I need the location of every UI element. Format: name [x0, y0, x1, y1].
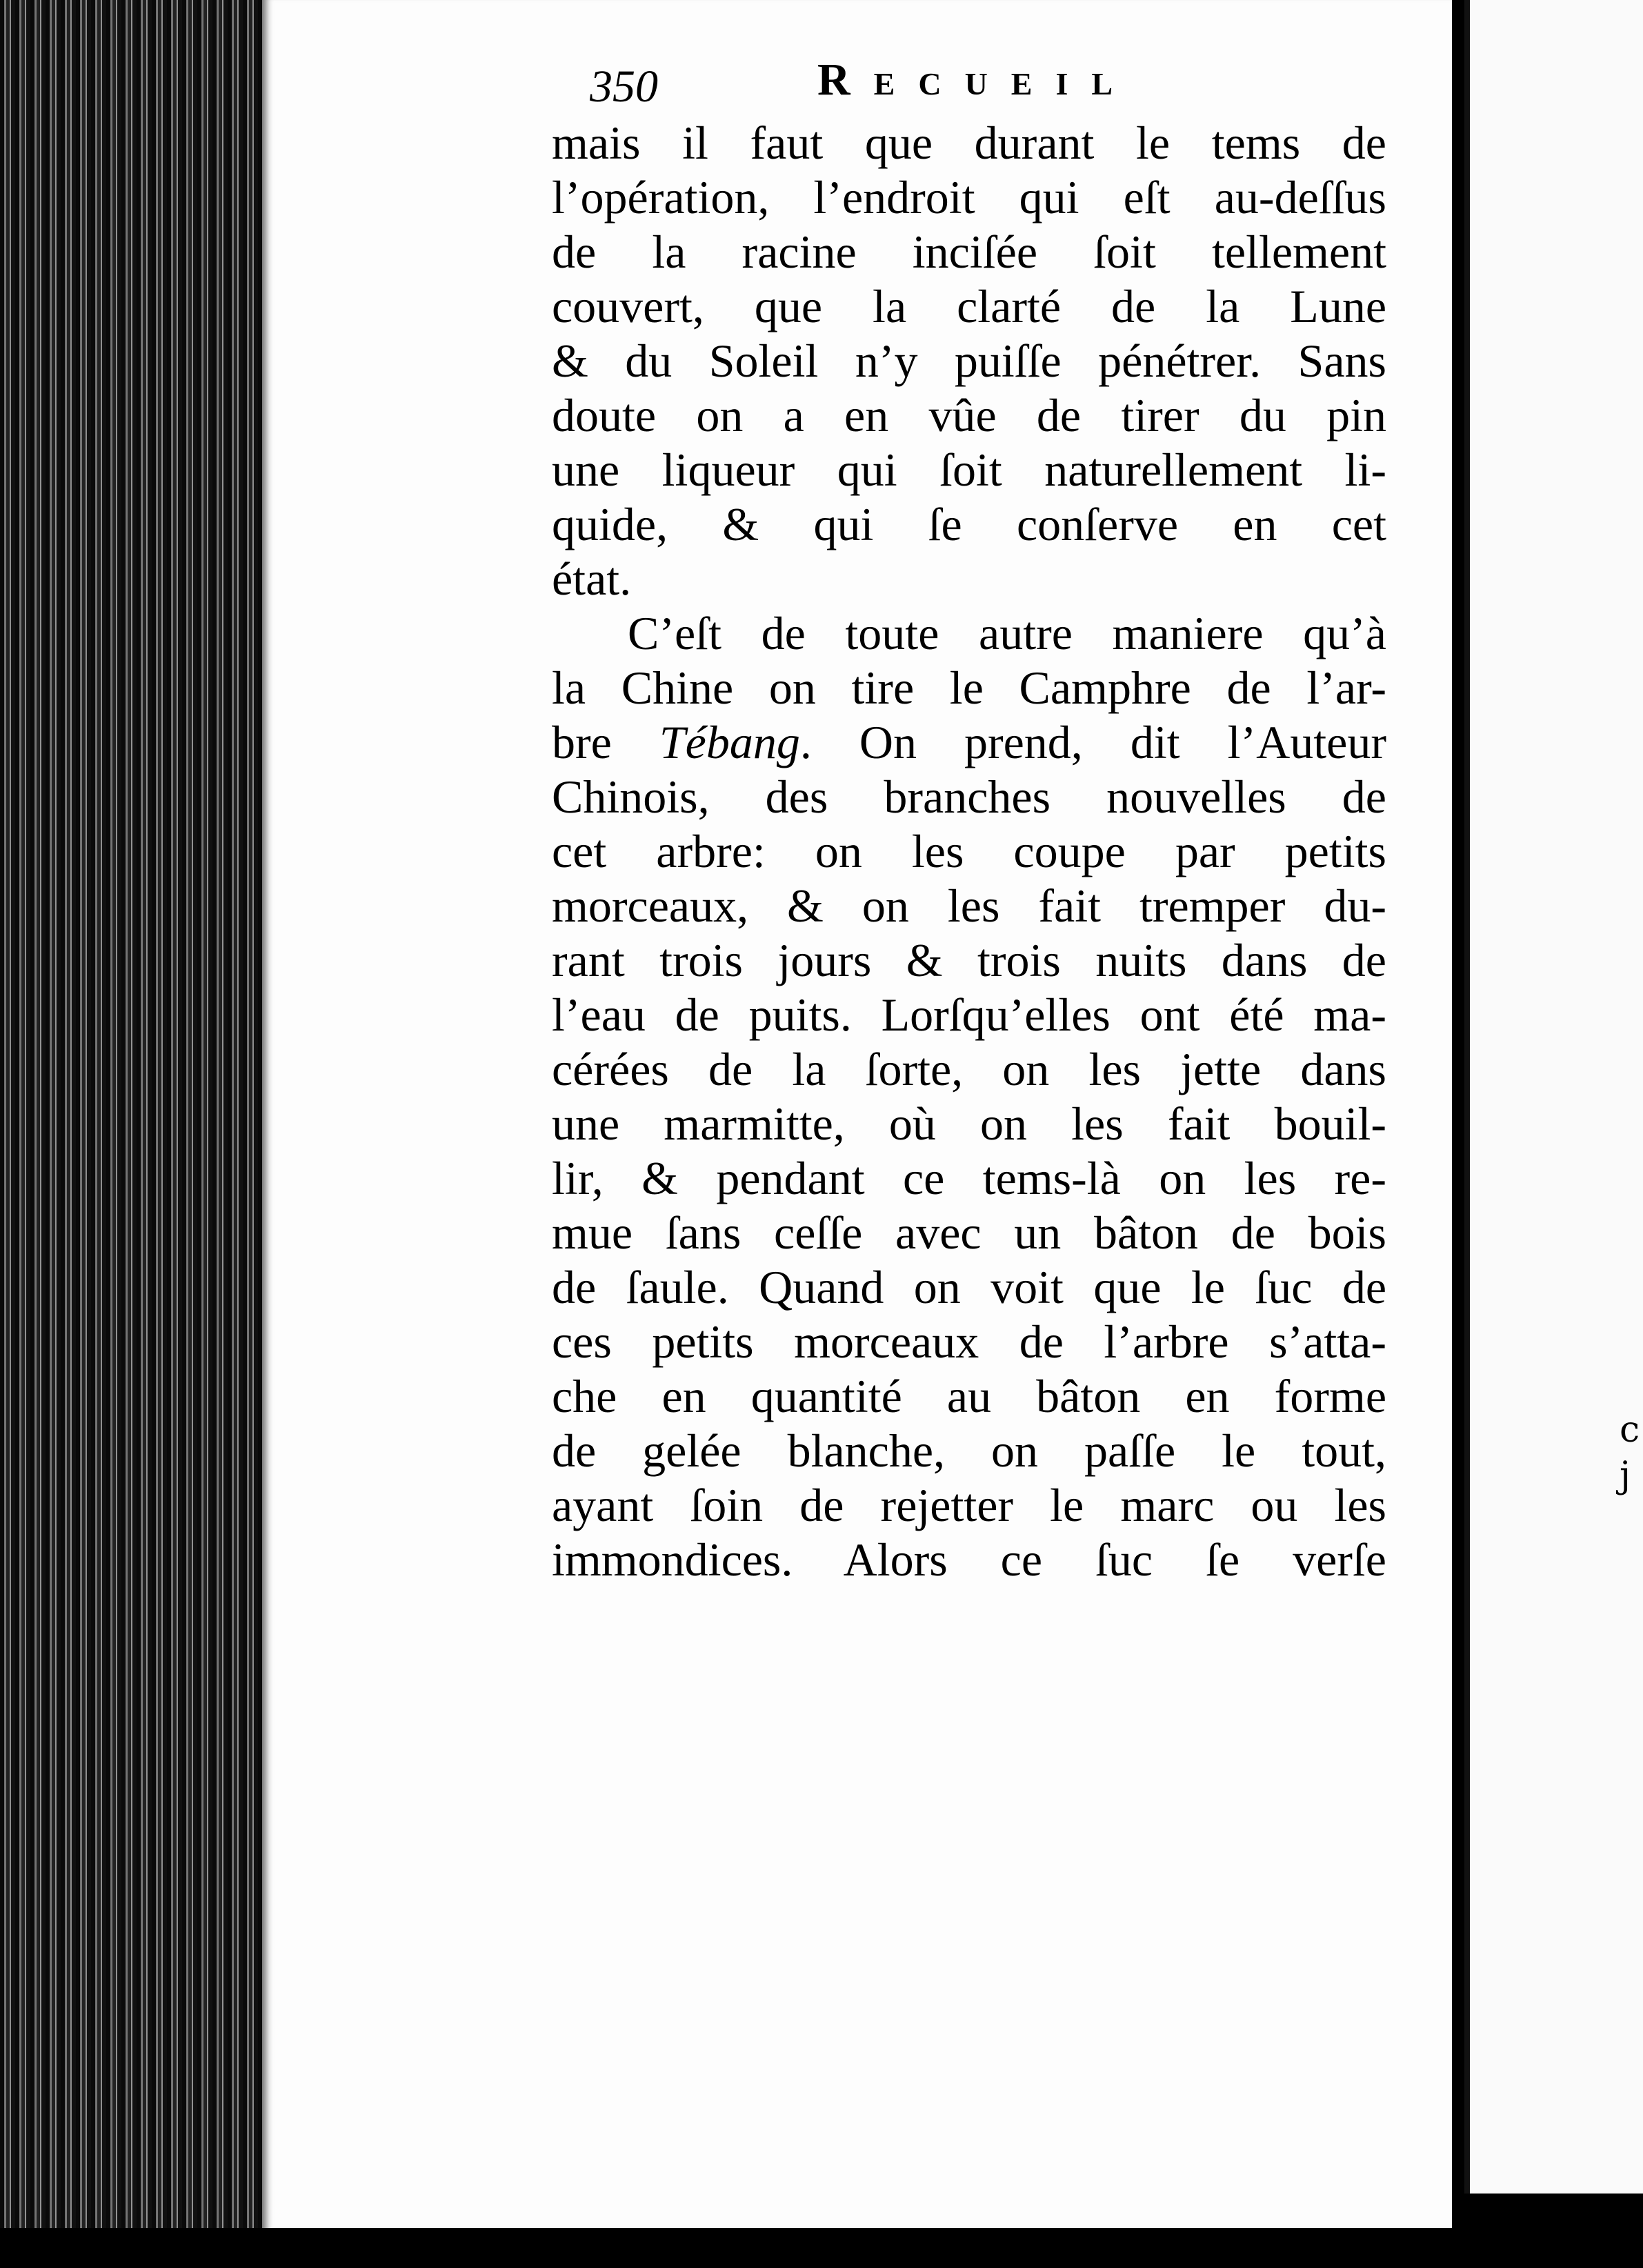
text-line: de ſaule. Quand on voit que le ſuc de: [552, 1261, 1386, 1313]
text-line: ces petits morceaux de l’arbre s’atta-: [552, 1315, 1386, 1368]
text-line: mue ſans ceſſe avec un bâton de bois: [552, 1206, 1386, 1259]
text-line: l’eau de puits. Lorſqu’elles ont été ma-: [552, 988, 1386, 1041]
scan-bottom-border: [0, 2228, 1637, 2268]
text-line: ayant ſoin de rejetter le marc ou les: [552, 1479, 1386, 1531]
running-title: Recueil: [817, 54, 1137, 105]
text-line: & du Soleil n’y puiſſe pénétrer. Sans: [552, 335, 1386, 387]
text-line: quide, & qui ſe conſerve en cet: [552, 498, 1386, 550]
text-line: doute on a en vûe de tirer du pin: [552, 389, 1386, 441]
page-number: 350: [590, 61, 658, 112]
text-line: une marmitte, où on les fait bouil-: [552, 1097, 1386, 1150]
text-line: Chinois, des branches nouvelles de: [552, 770, 1386, 823]
text-line: cérées de la ſorte, on les jette dans: [552, 1043, 1386, 1095]
text-line-with-term: [552, 715, 1386, 770]
facing-page-letter: c: [1620, 1409, 1640, 1451]
text-line: de la racine inciſée ſoit tellement: [552, 226, 1386, 278]
text-line: rant trois jours & trois nuits dans de: [552, 934, 1386, 986]
text-line: de gelée blanche, on paſſe le tout,: [552, 1424, 1386, 1477]
text-line: l’opération, l’endroit qui eſt au-deſſus: [552, 171, 1386, 223]
text-line: lir, & pendant ce tems-là on les re-: [552, 1152, 1386, 1204]
italic-term: Tébang: [659, 716, 800, 768]
running-head: [590, 54, 1211, 116]
text-line: che en quantité au bâton en forme: [552, 1370, 1386, 1422]
facing-page-edge: [1464, 0, 1643, 2194]
text-line: immondices. Alors ce ſuc ſe verſe: [552, 1533, 1386, 1586]
text-line: état.: [552, 553, 632, 605]
text-line: cet arbre: on les coupe par petits: [552, 825, 1386, 877]
book-gutter-edge: [0, 0, 262, 2268]
facing-page-fragment: [1620, 1407, 1640, 1498]
text-segment: . On prend, dit l’Auteur: [799, 716, 1386, 768]
paragraph-first-line: C’eſt de toute autre maniere qu’à: [628, 607, 1386, 659]
text-segment: bre: [552, 716, 659, 768]
text-line: morceaux, & on les fait tremper du-: [552, 879, 1386, 932]
text-line: une liqueur qui ſoit naturellement li-: [552, 444, 1386, 496]
facing-page-letter: j: [1620, 1455, 1631, 1496]
text-line: mais il faut que durant le tems de: [552, 117, 1386, 169]
text-line: couvert, que la clarté de la Lune: [552, 280, 1386, 332]
text-line: la Chine on tire le Camphre de l’ar-: [552, 662, 1386, 714]
body-text: [552, 116, 1386, 1587]
